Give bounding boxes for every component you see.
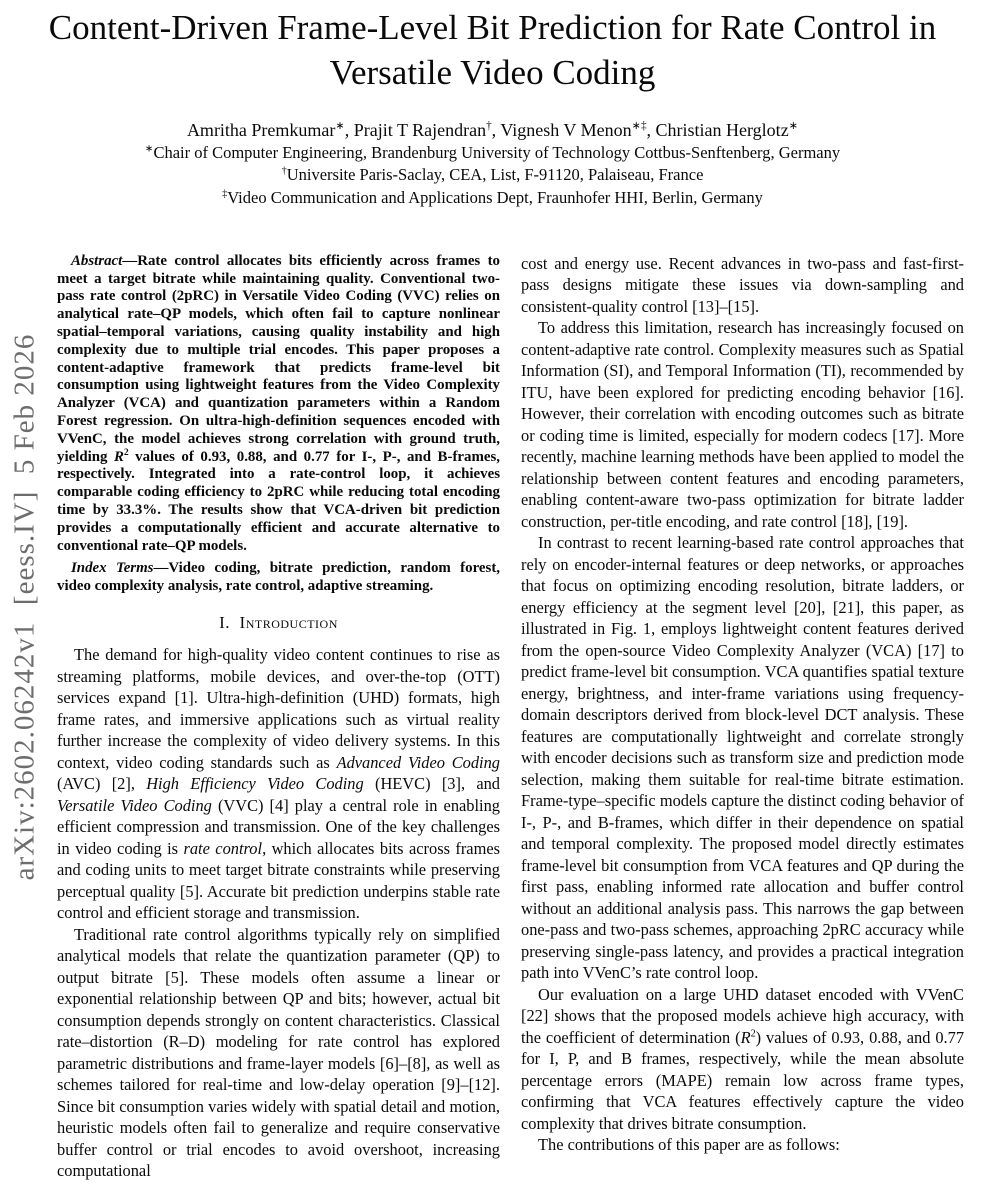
paper-header (0, 0, 985, 209)
right-paragraph-1: cost and energy use. Recent advances in two-pass and fast-first-pass designs mitigate these issues via down-sampling and consistent-quality control [13]–[15]. (521, 253, 964, 316)
affiliation-2: †Universite Paris-Saclay, CEA, List, F-91120, Palaiseau, France (281, 165, 704, 185)
right-paragraph-2: To address this limitation, research has increasingly focused on content-adaptive rate control. Complexity measures such as Spatial Information (SI), and Temporal Information (TI), recommended by ITU, have been explored for predicting encoding behavior [16]. However, their correlation with encoding outcomes such as bitrate or coding time is limited, especially for modern codecs [17]. More recently, machine learning methods have been applied to model the relationship between content features and encoding parameters, enabling content-aware two-pass optimization for bitrate ladder construction, per-title encoding, and rate control [18], [19]. (521, 318, 964, 531)
left-column (57, 253, 500, 1182)
authors-line: Amritha Premkumar∗, Prajit T Rajendran†, Vignesh V Menon∗‡, Christian Herglotz∗ (186, 119, 799, 140)
two-column-body (57, 253, 964, 1182)
intro-paragraph-1: The demand for high-quality video content continues to rise as streaming platforms, mobile devices, and over-the-top (OTT) services expand [1]. Ultra-high-definition (UHD) formats, high frame rates, and immersive applications such as virtual reality further increase the complexity of video delivery systems. In this context, video coding standards such as Advanced Video Coding (AVC) [2], High Efficiency Video Coding (HEVC) [3], and Versatile Video Coding (VVC) [4] play a central role in enabling efficient compression and transmission. One of the key challenges in video coding is rate control, which allocates bits across frames and coding units to meet target bitrate constraints while preserving perceptual quality [5]. Accurate bit prediction underpins stable rate control and efficient storage and transmission. (57, 645, 500, 923)
right-paragraph-5: The contributions of this paper are as follows: (538, 1135, 840, 1155)
affiliation-3: ‡Video Communication and Applications Dept, Fraunhofer HHI, Berlin, Germany (222, 188, 763, 208)
right-column (521, 253, 964, 1182)
index-terms: Index Terms—Video coding, bitrate prediction, random forest, video complexity analysis, rate control, adaptive streaming. (57, 560, 501, 595)
arxiv-watermark: arXiv:2602.06242v1 [eess.IV] 5 Feb 2026 (8, 333, 41, 881)
right-paragraph-3: In contrast to recent learning-based rate control approaches that rely on encoder-internal features or deep networks, or approaches that focus on optimizing encoding resolution, bitrate ladders, or energy efficiency at the segment level [20], [21], this paper, as illustrated in Fig. 1, employs lightweight content features derived from the open-source Video Complexity Analyzer (VCA) [17] to predict frame-level bit consumption. VCA quantifies spatial texture energy, brightness, and inter-frame variations using frequency-domain descriptors derived from block-level DCT analysis. These features are computationally lightweight and correlate strongly with encoder decisions such as transform size and prediction mode selection, making them suitable for real-time bitrate estimation. Frame-type–specific models capture the distinct coding behavior of I-, P-, and B-frames, which differ in their dependence on spatial and temporal complexity. The proposed model directly estimates frame-level bit consumption from VCA features and QP during the first pass, enabling informed rate allocation and buffer control without an additional analysis pass. This narrows the gap between one-pass and two-pass schemes, approaching 2pRC accuracy while preserving single-pass latency, and provides a practical integration path into VVenC’s rate control loop. (521, 533, 964, 983)
right-paragraph-4: Our evaluation on a large UHD dataset encoded with VVenC [22] shows that the proposed models achieve high accuracy, with the coefficient of determination $(R^2)$ values of 0.93, 0.88, and 0.77 for I, P, and B frames, respectively, while the mean absolute percentage errors (MAPE) remain low across frame types, confirming that VCA features effectively capture the video complexity that drives bitrate consumption. (521, 984, 965, 1133)
paper-title: Content-Driven Frame-Level Bit Prediction for Rate Control in Versatile Video Coding (48, 8, 937, 92)
abstract-paragraph: Abstract—Rate control allocates bits efficiently across frames to meet a target bitrate while maintaining quality. Conventional two-pass rate control (2pRC) in Versatile Video Coding (VVC) relies on analytical rate–QP models, which often fail to capture nonlinear spatial–temporal variations, causing quality instability and high complexity due to multiple trial encodes. This paper proposes a content-adaptive framework that predicts frame-level bit consumption using lightweight features from the Video Complexity Analyzer (VCA) and quantization parameters within a Random Forest regression. On ultra-high-definition sequences encoded with VVenC, the model achieves strong correlation with ground truth, yielding $R^2$ values of 0.93, 0.88, and 0.77 for I-, P-, and B-frames, respectively. Integrated into a rate-control loop, it achieves comparable coding efficiency to 2pRC while reducing total encoding time by 33.3%. The results show that VCA-driven bit prediction provides a computationally efficient and accurate alternative to conventional rate–QP models. (57, 252, 500, 554)
section-heading-introduction: I. Introduction (219, 613, 338, 633)
affiliation-1: ∗Chair of Computer Engineering, Brandenburg University of Technology Cottbus-Senftenberg, Germany (144, 142, 841, 162)
intro-paragraph-2: Traditional rate control algorithms typically rely on simplified analytical models that relate the quantization parameter (QP) to output bitrate [5]. These models often assume a linear or exponential relationship between QP and bits; however, actual bit consumption depends strongly on content characteristics. Classical rate–distortion (R–D) modeling for rate control has explored parametric distributions and frame-layer models [6]–[8], as well as schemes tailored for real-time and low-delay operation [9]–[12]. Since bit consumption varies widely with spatial detail and motion, heuristic models often fail to generalize and require conservative buffer control or trial encodes to avoid overshoot, increasing computational (57, 924, 500, 1181)
